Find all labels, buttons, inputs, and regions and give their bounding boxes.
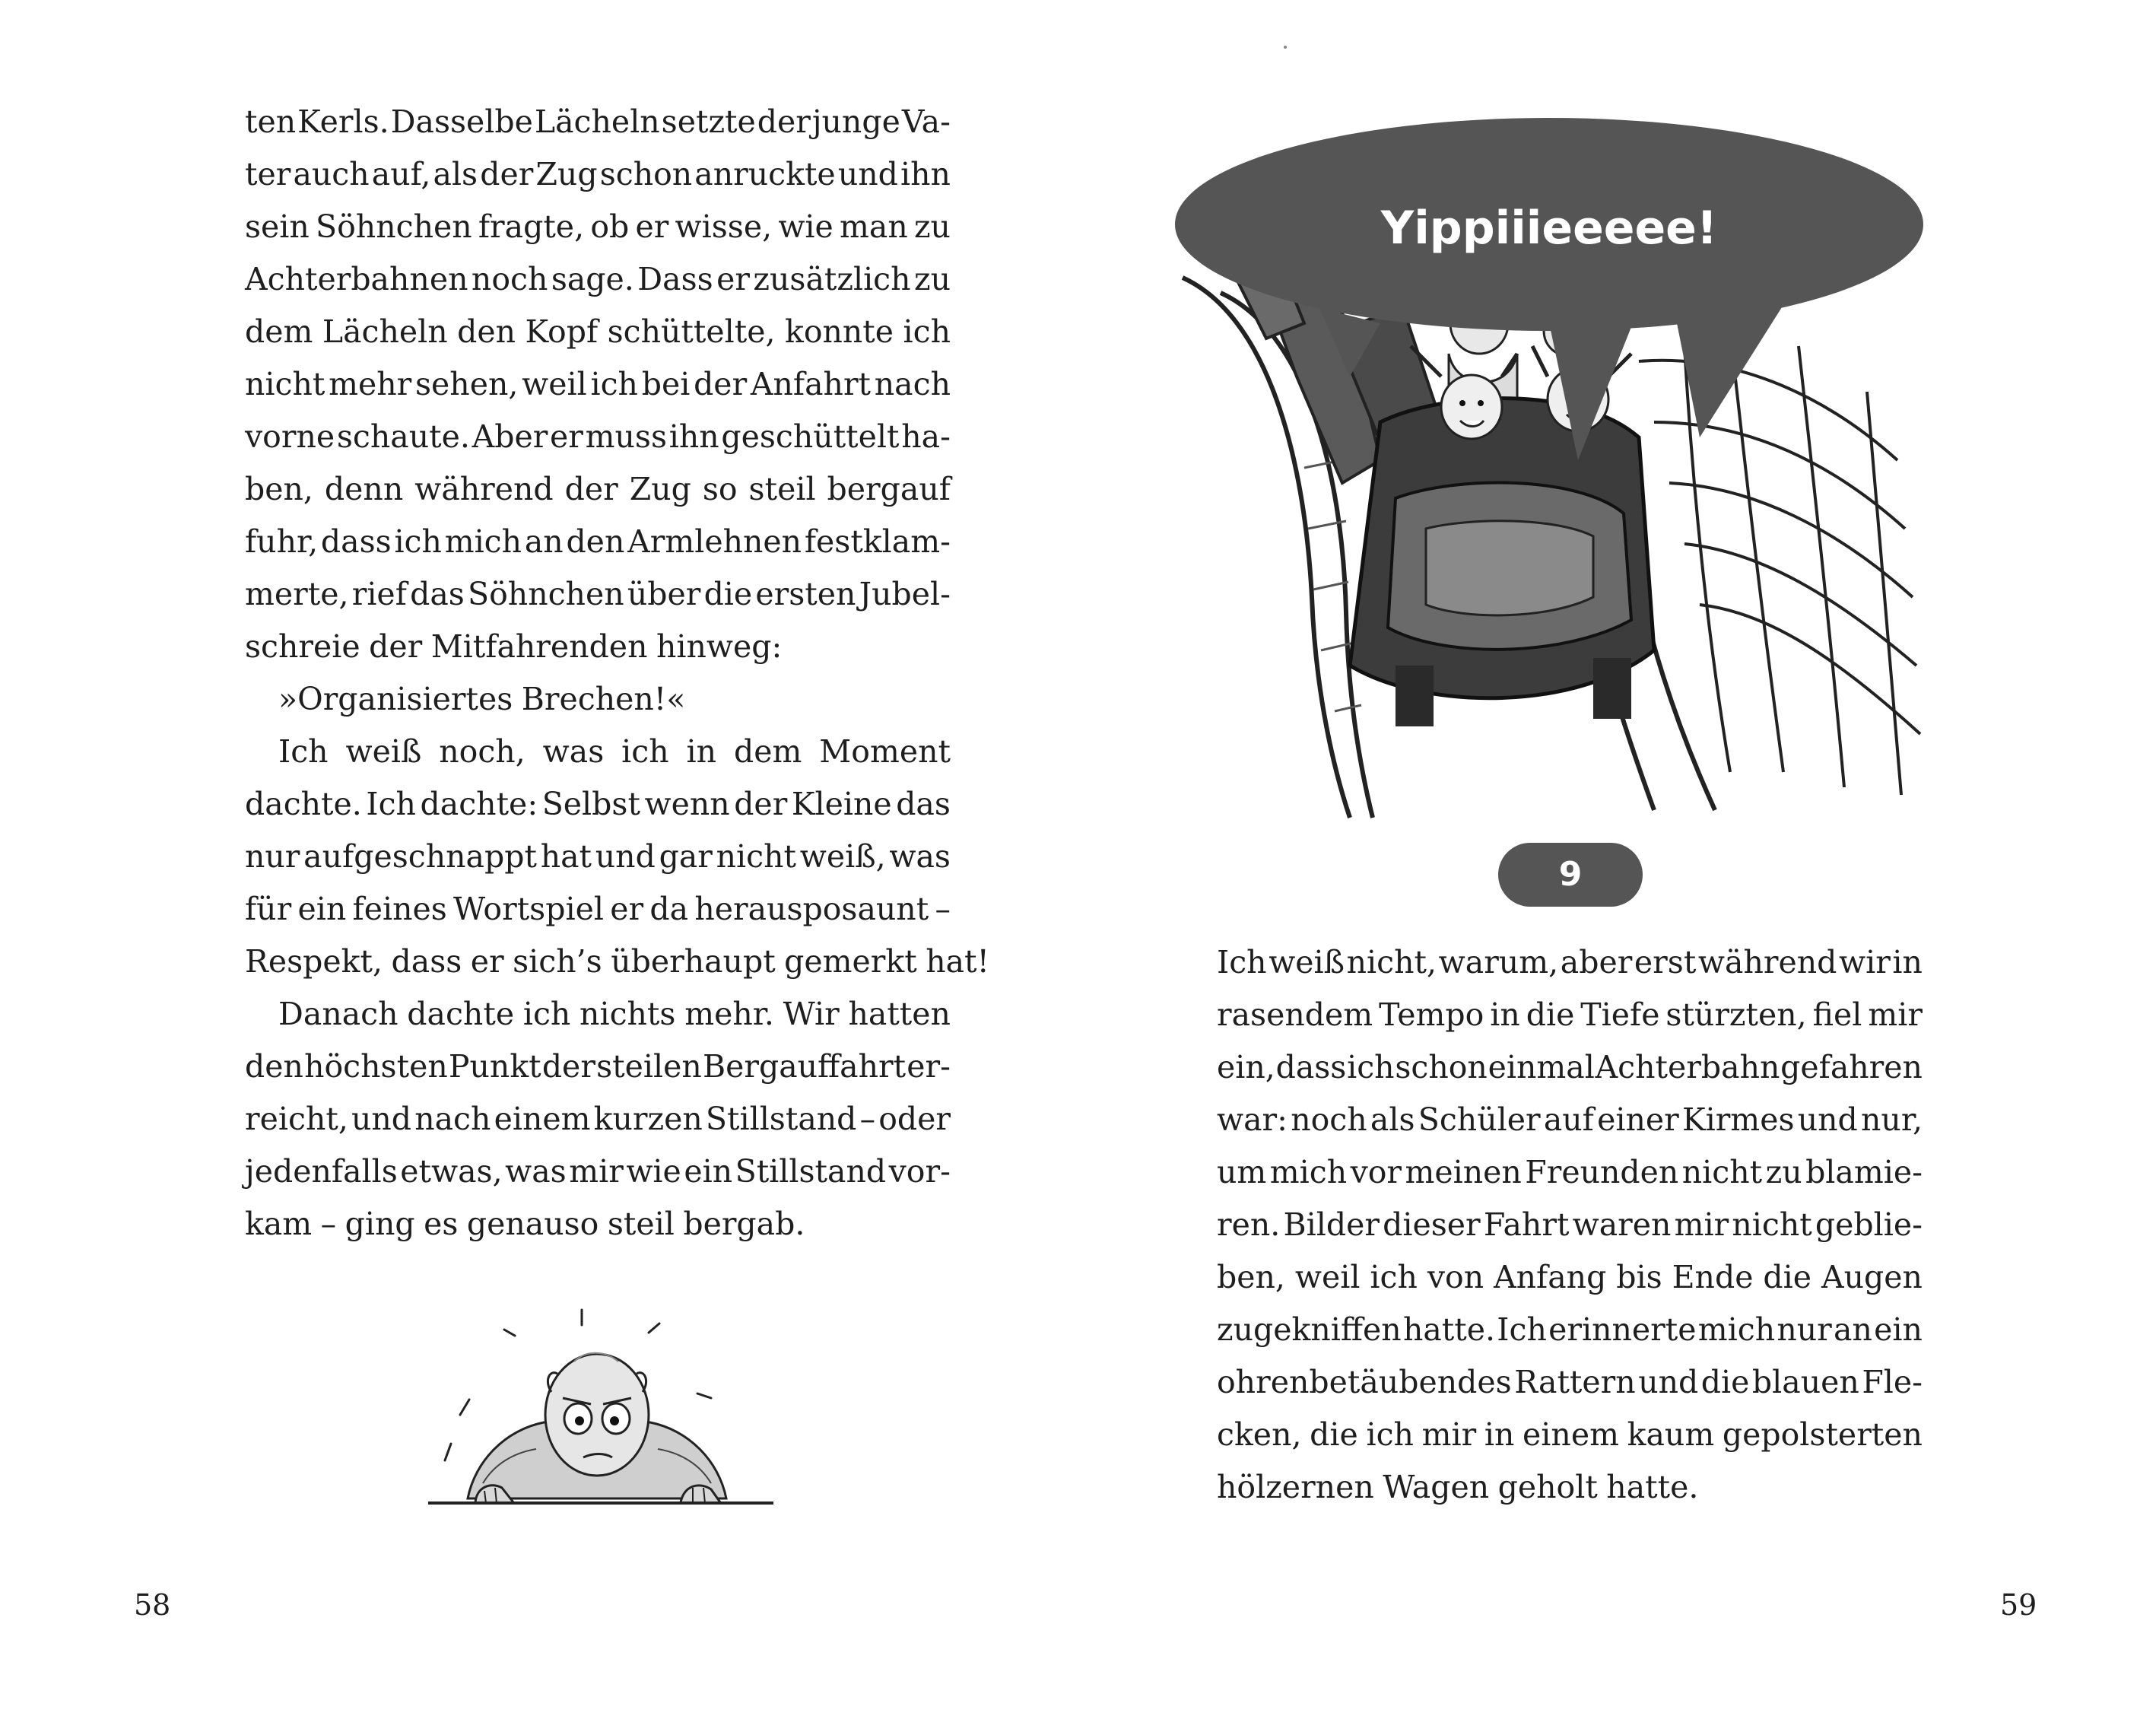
- word: als: [1370, 1101, 1415, 1138]
- word: er: [470, 943, 504, 980]
- word: stürzten,: [1665, 996, 1807, 1033]
- word: cken,: [1217, 1416, 1302, 1453]
- word: der: [369, 628, 423, 665]
- word: noch,: [439, 733, 526, 770]
- word: und: [351, 1101, 412, 1137]
- word: genauso: [466, 1206, 599, 1242]
- word: in: [1892, 944, 1923, 980]
- text-line: [245, 1198, 951, 1250]
- word: wie: [626, 1153, 681, 1190]
- text-line: [245, 988, 951, 1041]
- word: ein,: [1217, 1049, 1275, 1085]
- word: den: [457, 313, 516, 350]
- word: die: [1526, 996, 1575, 1033]
- word: waren: [1572, 1206, 1672, 1243]
- word: gefahren: [1780, 1049, 1923, 1085]
- word: herausposaunt: [694, 891, 929, 927]
- word: Aber: [472, 418, 548, 455]
- text-line: [1217, 1146, 1923, 1199]
- word: weiß: [1269, 944, 1345, 980]
- word: rasendem: [1217, 996, 1373, 1033]
- word: Lächeln: [534, 103, 660, 140]
- word: Rattern: [1514, 1364, 1636, 1400]
- word: Brechen!«: [521, 681, 686, 717]
- word: ter: [245, 156, 291, 192]
- text-line: [1217, 1356, 1923, 1409]
- word: wisse,: [675, 208, 773, 245]
- page-number-right: 59: [2000, 1588, 2037, 1622]
- word: Augen: [1821, 1259, 1923, 1295]
- word: –: [935, 891, 951, 927]
- word: Wir: [783, 996, 840, 1032]
- word: oder: [878, 1101, 951, 1137]
- word: so: [702, 471, 738, 507]
- word: zugekniffen: [1217, 1311, 1402, 1348]
- text-line: [245, 463, 951, 516]
- word: dass: [320, 523, 392, 560]
- word: reicht,: [245, 1101, 348, 1137]
- word: den: [245, 1048, 303, 1085]
- word: hölzernen: [1217, 1469, 1374, 1505]
- word: noch: [471, 261, 548, 297]
- text-line: [245, 358, 951, 411]
- word: nicht: [716, 838, 796, 875]
- right-page-body-text: [1217, 936, 1923, 1514]
- word: geblie-: [1815, 1206, 1923, 1243]
- text-line: [245, 621, 951, 673]
- word: hat!: [926, 943, 990, 980]
- text-line: [245, 516, 951, 568]
- page-number-left: 58: [134, 1588, 171, 1622]
- word: hat: [540, 838, 592, 875]
- word: denn: [324, 471, 404, 507]
- word: Achterbahnen: [245, 261, 468, 297]
- word: was: [889, 838, 951, 875]
- word: erst: [1634, 944, 1697, 980]
- print-mark: [1284, 46, 1287, 49]
- word: die: [1310, 1416, 1358, 1453]
- word: sein: [245, 208, 310, 245]
- word: nicht: [1732, 1206, 1812, 1243]
- word: zusätzlich: [753, 261, 911, 297]
- word: der: [694, 366, 748, 402]
- word: als: [433, 156, 478, 192]
- word: Danach: [278, 996, 398, 1032]
- word: der: [757, 103, 811, 140]
- text-line: [1217, 1199, 1923, 1251]
- word: weiß,: [799, 838, 886, 875]
- word: merte,: [245, 576, 349, 612]
- word: das: [896, 786, 951, 822]
- word: steilen: [596, 1048, 702, 1085]
- word: Ende: [1672, 1259, 1754, 1295]
- word: Schüler: [1418, 1101, 1541, 1138]
- word: warum,: [1438, 944, 1559, 980]
- word: Bergauffahrt: [702, 1048, 907, 1085]
- word: dieser: [1383, 1206, 1481, 1243]
- word: geholt: [1497, 1469, 1598, 1505]
- word: erinnerte: [1548, 1311, 1697, 1348]
- word: in: [686, 733, 717, 770]
- word: nicht: [1681, 1154, 1763, 1190]
- word: einem: [494, 1101, 591, 1137]
- left-page-body-text: [245, 96, 990, 1250]
- text-line: [245, 1146, 951, 1198]
- word: festklam-: [804, 523, 951, 560]
- word: fiel: [1812, 996, 1862, 1033]
- word: Söhnchen: [316, 208, 472, 245]
- word: kurzen: [593, 1101, 703, 1137]
- text-line: [245, 411, 951, 463]
- word: rief: [351, 576, 407, 612]
- word: fragte,: [478, 208, 585, 245]
- word: wie: [778, 208, 834, 245]
- word: Dass: [637, 261, 713, 297]
- word: –: [859, 1101, 876, 1137]
- word: nach: [874, 366, 951, 402]
- word: die: [703, 576, 753, 612]
- word: ohrenbetäubendes: [1217, 1364, 1512, 1400]
- word: man: [840, 208, 908, 245]
- word: auch: [293, 156, 370, 192]
- word: Stillstand: [705, 1101, 857, 1137]
- word: Wortspiel: [453, 891, 604, 927]
- word: mir: [569, 1153, 624, 1190]
- word: Tiefe: [1580, 996, 1660, 1033]
- word: ben,: [1217, 1259, 1285, 1295]
- word: vor: [1350, 1154, 1402, 1190]
- word: Kirmes: [1681, 1101, 1795, 1138]
- text-line: [1217, 1041, 1923, 1094]
- word: der: [564, 471, 618, 507]
- text-line: [1217, 989, 1923, 1041]
- word: an: [524, 523, 564, 560]
- word: vor-: [888, 1153, 951, 1190]
- word: dass: [1275, 1049, 1347, 1085]
- word: blamie-: [1805, 1154, 1923, 1190]
- word: dass: [391, 943, 462, 980]
- text-line: [245, 253, 951, 306]
- word: den: [566, 523, 625, 560]
- word: nichts: [579, 996, 676, 1032]
- word: muss: [585, 418, 667, 455]
- text-line: [245, 96, 951, 148]
- word: wir: [1839, 944, 1891, 980]
- word: Dasselbe: [390, 103, 533, 140]
- word: ein: [297, 891, 347, 927]
- text-line: [245, 831, 951, 883]
- word: nur,: [1861, 1101, 1923, 1138]
- word: ich: [1347, 1049, 1395, 1085]
- word: Ich: [278, 733, 329, 770]
- word: die: [1700, 1364, 1750, 1400]
- word: Jubel-: [859, 576, 951, 612]
- word: war:: [1217, 1101, 1288, 1138]
- word: um: [1217, 1154, 1267, 1190]
- word: ein: [1874, 1311, 1923, 1348]
- word: und: [1638, 1364, 1699, 1400]
- word: Kerls.: [297, 103, 389, 140]
- word: er-: [907, 1048, 951, 1085]
- word: –: [320, 1206, 337, 1242]
- word: in: [1484, 1416, 1515, 1453]
- word: weil: [1294, 1259, 1361, 1295]
- word: auf: [1543, 1101, 1594, 1138]
- word: ich: [394, 523, 442, 560]
- word: und: [1797, 1101, 1858, 1138]
- text-line: [245, 883, 951, 936]
- word: »Organisiertes: [278, 681, 513, 717]
- word: Ich: [366, 786, 416, 822]
- word: während: [414, 471, 554, 507]
- word: Achterbahn: [1595, 1049, 1780, 1085]
- text-line: [245, 201, 951, 253]
- word: mehr.: [684, 996, 774, 1032]
- word: und: [837, 156, 898, 192]
- word: was: [505, 1153, 567, 1190]
- word: schon: [599, 156, 693, 192]
- word: während: [1697, 944, 1837, 980]
- word: sage.: [551, 261, 634, 297]
- word: mich: [444, 523, 522, 560]
- word: etwas,: [400, 1153, 503, 1190]
- word: Armlehnen: [627, 523, 802, 560]
- text-line: [1217, 1251, 1923, 1304]
- word: ich: [621, 733, 669, 770]
- word: Kopf: [525, 313, 599, 350]
- word: über: [627, 576, 701, 612]
- text-line: [245, 148, 951, 201]
- word: ten: [245, 103, 297, 140]
- word: hinweg:: [656, 628, 783, 665]
- word: mich: [1269, 1154, 1348, 1190]
- word: das: [410, 576, 465, 612]
- word: Respekt,: [245, 943, 383, 980]
- word: schaute.: [336, 418, 470, 455]
- word: ben,: [245, 471, 313, 507]
- word: sehen,: [415, 366, 519, 402]
- word: einem: [1523, 1416, 1619, 1453]
- word: steil: [607, 1206, 675, 1242]
- word: gemerkt: [784, 943, 917, 980]
- word: ich: [1370, 1259, 1418, 1295]
- word: Fahrt: [1483, 1206, 1570, 1243]
- word: Freunden: [1525, 1154, 1679, 1190]
- word: dem: [245, 313, 313, 350]
- word: steil: [748, 471, 816, 507]
- word: ein: [684, 1153, 733, 1190]
- word: Va-: [901, 103, 951, 140]
- word: und: [595, 838, 656, 875]
- text-line: [1217, 1461, 1923, 1514]
- word: ren.: [1217, 1206, 1281, 1243]
- word: fuhr,: [245, 523, 319, 560]
- word: schreie: [245, 628, 360, 665]
- word: die: [1763, 1259, 1812, 1295]
- word: Wagen: [1383, 1469, 1490, 1505]
- word: dem: [733, 733, 802, 770]
- text-line: [245, 778, 951, 831]
- word: Lächeln: [322, 313, 448, 350]
- text-line: [245, 1093, 951, 1146]
- word: weiß: [345, 733, 422, 770]
- word: ich: [1366, 1416, 1414, 1453]
- word: was: [542, 733, 605, 770]
- word: Kleine: [791, 786, 892, 822]
- word: es: [424, 1206, 459, 1242]
- chapter-number-badge: 9: [1498, 843, 1643, 907]
- word: aufgeschnappt: [303, 838, 537, 875]
- word: zu: [913, 261, 951, 297]
- word: nur: [245, 838, 300, 875]
- word: ging: [345, 1206, 415, 1242]
- word: ich: [903, 313, 951, 350]
- word: schüttelte,: [607, 313, 776, 350]
- text-line: [245, 1041, 951, 1093]
- word: hatten: [848, 996, 951, 1032]
- word: nicht,: [1346, 944, 1437, 980]
- text-line: [1217, 1094, 1923, 1146]
- word: weil: [522, 366, 587, 402]
- word: der: [734, 786, 788, 822]
- word: ihn: [668, 418, 719, 455]
- word: der: [541, 1048, 595, 1085]
- word: sich’s: [513, 943, 602, 980]
- word: bis: [1616, 1259, 1662, 1295]
- word: bei: [641, 366, 691, 402]
- word: ihn: [900, 156, 951, 192]
- word: auf,: [371, 156, 431, 192]
- word: nach: [414, 1101, 491, 1137]
- text-line: [1217, 1304, 1923, 1356]
- text-line: [245, 936, 990, 988]
- word: gar: [659, 838, 713, 875]
- word: einer: [1597, 1101, 1679, 1138]
- word: Mitfahrenden: [430, 628, 648, 665]
- text-line: [1217, 1409, 1923, 1461]
- word: aber: [1560, 944, 1633, 980]
- word: mehr: [329, 366, 412, 402]
- word: ersten: [755, 576, 856, 612]
- word: kam: [245, 1206, 313, 1242]
- worried-man-illustration: [422, 1308, 780, 1514]
- word: dachte:: [420, 786, 538, 822]
- word: da: [649, 891, 689, 927]
- text-line: [245, 306, 951, 358]
- word: in: [1490, 996, 1520, 1033]
- word: höchsten: [304, 1048, 448, 1085]
- word: Selbst: [541, 786, 640, 822]
- speech-bubble-text: Yippiiieeeee!: [1380, 202, 1718, 255]
- word: für: [245, 891, 292, 927]
- word: mir: [1421, 1416, 1477, 1453]
- text-line: [1217, 936, 1923, 989]
- text-line: [245, 568, 951, 621]
- word: feines: [352, 891, 447, 927]
- word: von: [1427, 1259, 1484, 1295]
- word: Söhnchen: [468, 576, 624, 612]
- word: er: [550, 418, 583, 455]
- word: ich: [590, 366, 638, 402]
- word: schon: [1395, 1049, 1488, 1085]
- word: wenn: [644, 786, 730, 822]
- word: dachte.: [245, 786, 362, 822]
- word: zu: [913, 208, 951, 245]
- word: Anfang: [1494, 1259, 1607, 1295]
- word: gepolsterten: [1722, 1416, 1923, 1453]
- word: Stillstand: [735, 1153, 887, 1190]
- word: hatte.: [1606, 1469, 1699, 1505]
- word: Ich: [1217, 944, 1267, 980]
- word: jedenfalls: [245, 1153, 398, 1190]
- word: vorne: [245, 418, 335, 455]
- word: er: [635, 208, 669, 245]
- word: der: [480, 156, 534, 192]
- word: konnte: [784, 313, 894, 350]
- word: er: [716, 261, 750, 297]
- word: hatte.: [1402, 1311, 1496, 1348]
- word: ob: [590, 208, 630, 245]
- word: dachte: [407, 996, 515, 1032]
- text-line: [245, 673, 951, 726]
- word: mir: [1674, 1206, 1729, 1243]
- word: blauen: [1751, 1364, 1859, 1400]
- word: setzte: [661, 103, 756, 140]
- word: geschüttelt: [721, 418, 900, 455]
- word: Tempo: [1379, 996, 1484, 1033]
- word: bergab.: [683, 1206, 805, 1242]
- word: Zug: [535, 156, 598, 192]
- word: ich: [522, 996, 571, 1032]
- word: junge: [811, 103, 900, 140]
- word: Ich: [1497, 1311, 1547, 1348]
- word: bergauf: [827, 471, 951, 507]
- word: er: [610, 891, 644, 927]
- word: Punkt: [448, 1048, 541, 1085]
- word: nicht: [245, 366, 325, 402]
- word: Anfahrt: [750, 366, 872, 402]
- word: Bilder: [1283, 1206, 1380, 1243]
- word: an: [1834, 1311, 1872, 1348]
- word: einmal: [1488, 1049, 1595, 1085]
- word: zu: [1765, 1154, 1802, 1190]
- word: mich: [1697, 1311, 1776, 1348]
- word: nur: [1777, 1311, 1832, 1348]
- word: Moment: [819, 733, 951, 770]
- word: ha-: [901, 418, 951, 455]
- roller-coaster-illustration: [1152, 103, 1947, 821]
- word: anruckte: [694, 156, 836, 192]
- word: Fle-: [1862, 1364, 1923, 1400]
- word: noch: [1291, 1101, 1367, 1138]
- word: kaum: [1627, 1416, 1715, 1453]
- word: Zug: [629, 471, 691, 507]
- text-line: [245, 726, 951, 778]
- word: mir: [1868, 996, 1923, 1033]
- word: überhaupt: [611, 943, 776, 980]
- word: meinen: [1405, 1154, 1522, 1190]
